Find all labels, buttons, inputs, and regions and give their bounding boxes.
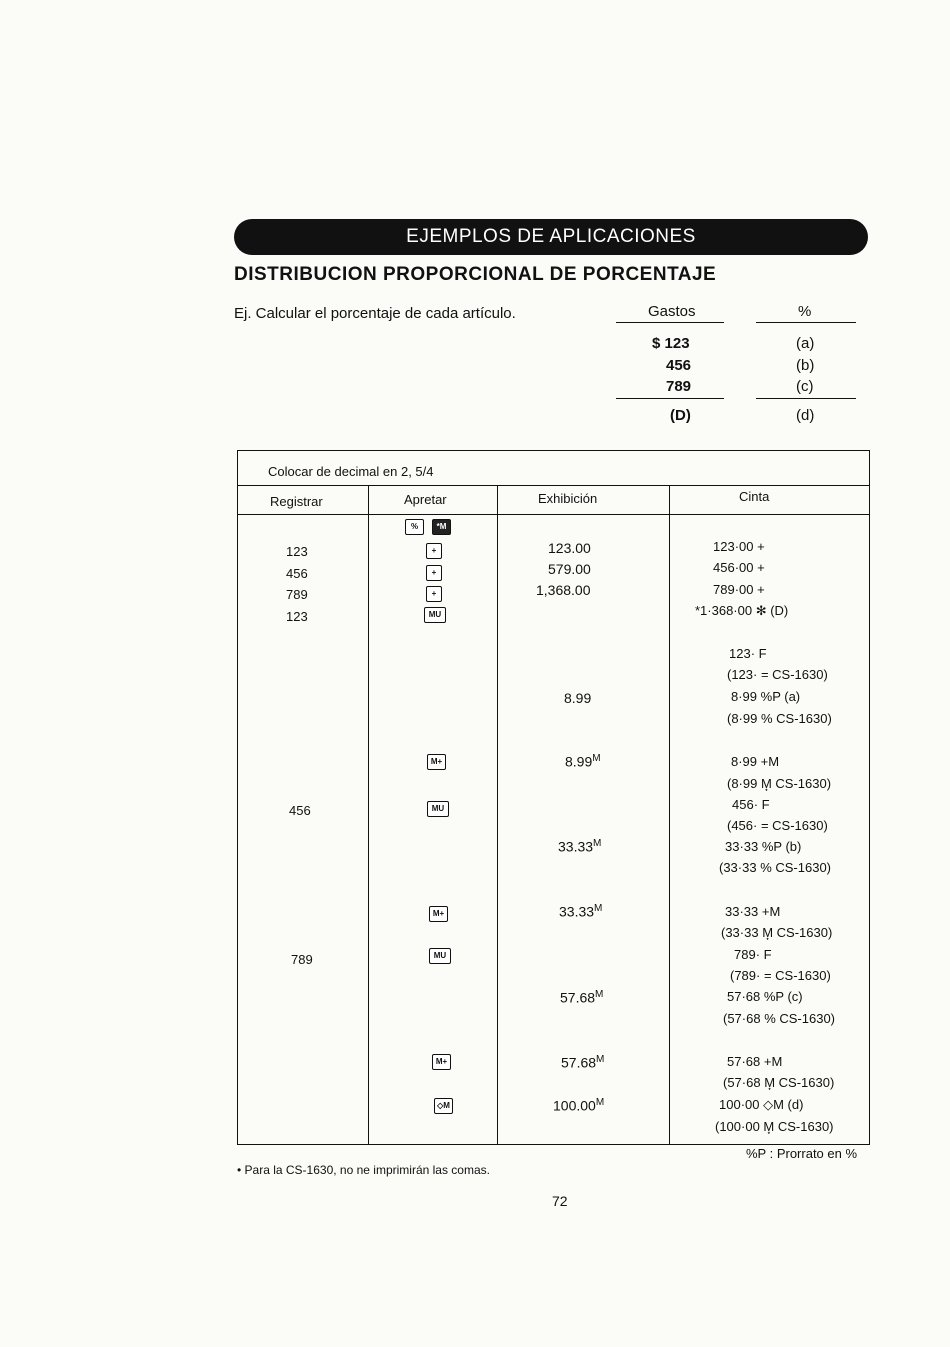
pct-sum-line <box>756 398 856 399</box>
tape-line: 8·99 +M <box>731 754 780 769</box>
display-value: 1,368.00 <box>536 582 591 598</box>
memory-plus-key-icon: M+ <box>429 906 448 922</box>
tape-line: 33·33 +M <box>725 904 781 919</box>
display-value-memory: $33.33^M$ <box>559 903 603 920</box>
registrar-value: 789 <box>291 952 313 967</box>
section-banner <box>234 219 868 255</box>
registrar-value: 123 <box>286 609 308 624</box>
tape-line: (8·99 M̟ CS-1630) <box>727 776 832 791</box>
gastos-header: Gastos <box>648 303 696 320</box>
tape-line: (33·33 M̟ CS-1630) <box>721 925 833 940</box>
gastos-total: (D) <box>670 407 691 424</box>
header-apretar: Apretar <box>404 492 447 507</box>
tape-line: 8·99 %P (a) <box>731 689 801 704</box>
tape-line: 57·68 +M <box>727 1054 783 1069</box>
pct-value: (c) <box>796 378 814 395</box>
percent-key-icon: % <box>405 519 424 535</box>
markup-key-icon: MU <box>424 607 446 623</box>
page-number: 72 <box>552 1193 568 1209</box>
plus-equal-key-icon: + <box>426 586 442 602</box>
tape-line: 100·00 ◇M (d) <box>719 1097 804 1112</box>
tape-line: 456·00 + <box>713 560 765 575</box>
pct-header-underline <box>756 322 856 323</box>
display-value: 8.99 <box>564 690 592 706</box>
pct-value: (a) <box>796 335 815 352</box>
star-memory-key-icon: *M <box>432 519 451 535</box>
tape-line: 33·33 %P (b) <box>725 839 802 854</box>
tape-line: 123·00 + <box>713 539 765 554</box>
gastos-value: 789 <box>666 378 692 395</box>
display-value-memory: $57.68^M$ <box>561 1054 605 1071</box>
pct-value: (b) <box>796 357 815 374</box>
legend-note: %P : Prorrato en % <box>746 1146 858 1161</box>
example-text: Ej. Calcular el porcentaje de cada artículo. <box>234 305 516 322</box>
display-value-memory: $8.99^M$ <box>565 753 601 770</box>
tape-line: 456· F <box>732 797 770 812</box>
gastos-sum-line <box>616 398 724 399</box>
table-divider <box>238 485 869 486</box>
tape-line: 789·00 + <box>713 582 765 597</box>
page-heading: DISTRIBUCION PROPORCIONAL DE PORCENTAJE <box>234 264 717 285</box>
registrar-value: 123 <box>286 544 308 559</box>
tape-line: (57·68 M̟ CS-1630) <box>723 1075 835 1090</box>
column-divider <box>669 485 670 1144</box>
diamond-memory-key-icon: ◇M <box>434 1098 453 1114</box>
header-exhibicion: Exhibición <box>538 491 598 506</box>
tape-line: 123· F <box>729 646 767 661</box>
registrar-value: 456 <box>286 566 308 581</box>
gastos-value: 456 <box>666 357 692 374</box>
pct-header: % <box>798 303 812 320</box>
tape-line: *1·368·00 ✻ (D) <box>695 603 789 618</box>
pct-total: (d) <box>796 407 815 424</box>
header-cinta: Cinta <box>739 489 770 504</box>
memory-plus-key-icon: M+ <box>432 1054 451 1070</box>
tape-line: (57·68 % CS-1630) <box>723 1011 835 1026</box>
column-divider <box>497 485 498 1144</box>
gastos-header-underline <box>616 322 724 323</box>
decimal-note: Colocar de decimal en 2, 5/4 <box>268 464 434 479</box>
header-registrar: Registrar <box>270 494 323 509</box>
display-value-memory: $100.00^M$ <box>553 1097 605 1114</box>
tape-line: (100·00 M̟ CS-1630) <box>715 1119 834 1134</box>
display-value: 579.00 <box>548 561 591 577</box>
markup-key-icon: MU <box>427 801 449 817</box>
tape-line: 789· F <box>734 947 772 962</box>
display-value: 123.00 <box>548 540 591 556</box>
operation-table <box>237 450 870 1145</box>
table-divider <box>238 514 869 515</box>
gastos-value: $ 123 <box>652 335 690 352</box>
tape-line: (33·33 % CS-1630) <box>719 860 831 875</box>
registrar-value: 456 <box>289 803 311 818</box>
plus-equal-key-icon: + <box>426 565 442 581</box>
plus-equal-key-icon: + <box>426 543 442 559</box>
tape-line: (8·99 % CS-1630) <box>727 711 832 726</box>
registrar-value: 789 <box>286 587 308 602</box>
tape-line: (123· = CS-1630) <box>727 667 828 682</box>
column-divider <box>368 485 369 1144</box>
tape-line: (789· = CS-1630) <box>730 968 831 983</box>
display-value-memory: $57.68^M$ <box>560 989 604 1006</box>
display-value-memory: $33.33^M$ <box>558 838 602 855</box>
memory-plus-key-icon: M+ <box>427 754 446 770</box>
markup-key-icon: MU <box>429 948 451 964</box>
tape-line: 57·68 %P (c) <box>727 989 803 1004</box>
footnote: • Para la CS-1630, no ne imprimirán las comas. <box>237 1163 490 1177</box>
tape-line: (456· = CS-1630) <box>727 818 828 833</box>
banner-title: EJEMPLOS DE APLICACIONES <box>406 226 696 247</box>
